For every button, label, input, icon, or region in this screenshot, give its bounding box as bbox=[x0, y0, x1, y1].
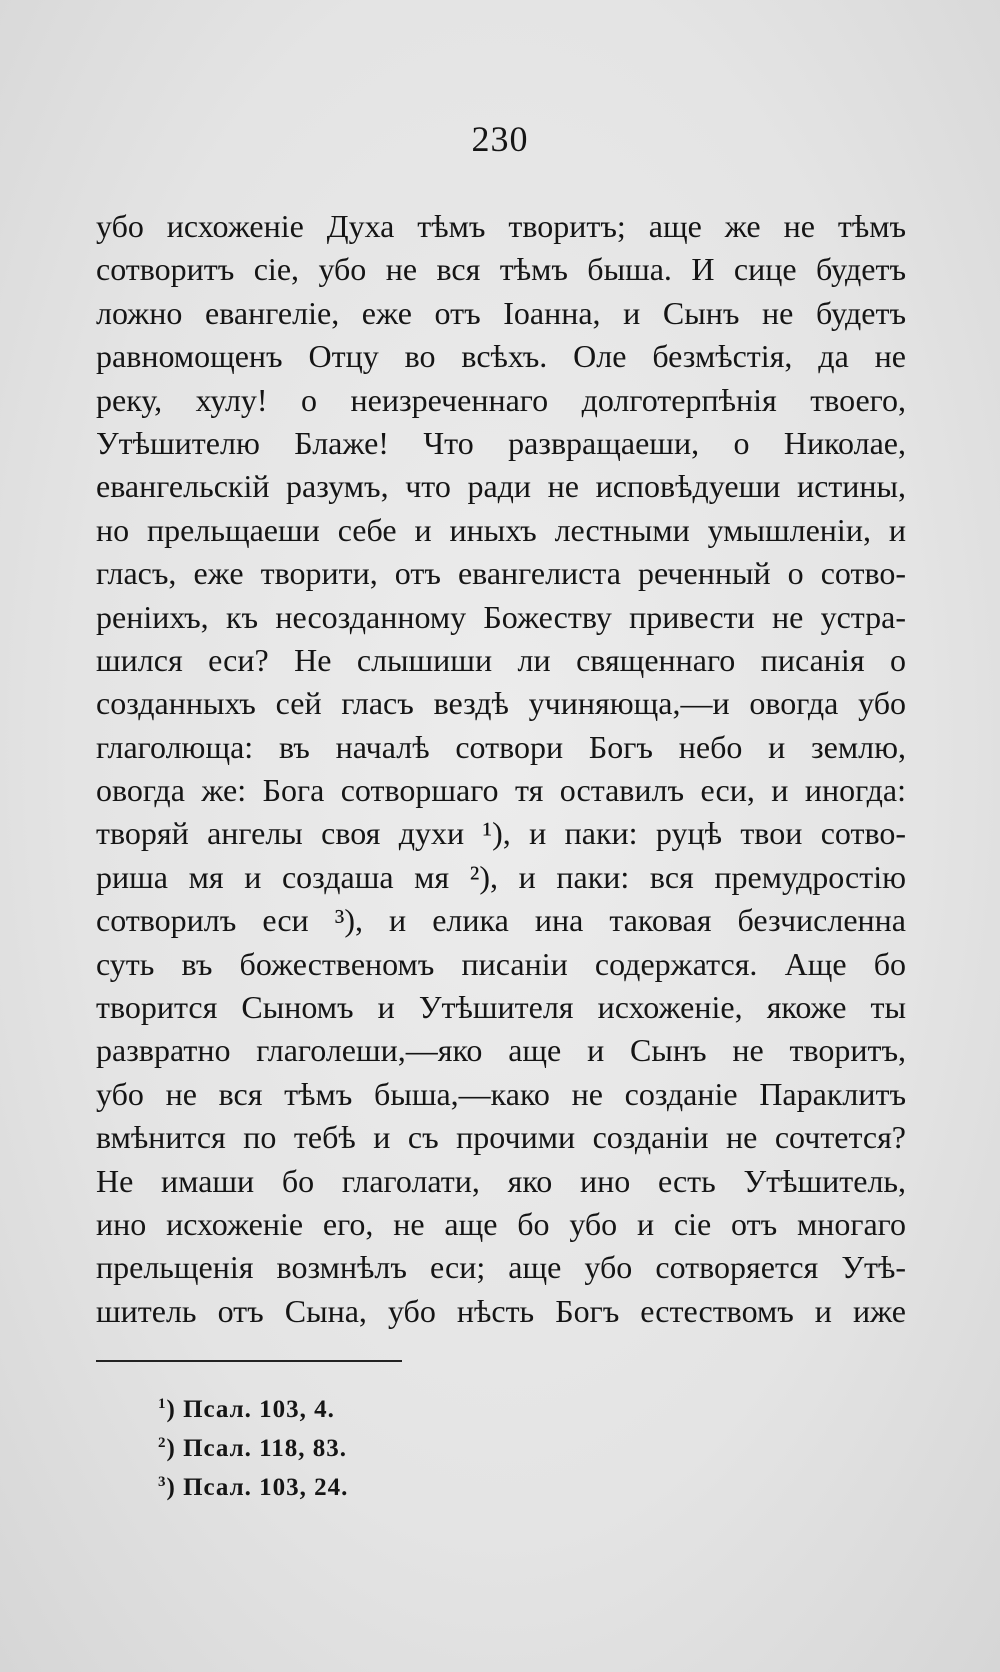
text-line: убо не вся тѣмъ быша,—како не созданіе Параклитъ bbox=[96, 1075, 906, 1112]
text-line: ложно евангеліе, еже отъ Іоанна, и Сынъ не будетъ bbox=[96, 294, 906, 331]
text-line: шился еси? Не слышиши ли священнаго писанія о bbox=[96, 641, 906, 678]
text-line: убо исхоженіе Духа тѣмъ творитъ; аще же не тѣмъ bbox=[96, 208, 906, 244]
footnote-mark: 2 bbox=[158, 1435, 167, 1451]
footnote-mark: 1 bbox=[158, 1396, 167, 1412]
body-text bbox=[96, 205, 906, 1333]
footnote-rule bbox=[96, 1360, 402, 1362]
footnote bbox=[158, 1424, 348, 1463]
text-line: творится Сыномъ и Утѣшителя исхоженіе, якоже ты bbox=[96, 989, 906, 1026]
footnote bbox=[158, 1385, 348, 1424]
text-line: развратно глаголеши,—яко аще и Сынъ не творитъ, bbox=[96, 1032, 906, 1069]
footnote-text: ) Псал. 103, 4. bbox=[166, 1396, 335, 1423]
text-line: сотворитъ сіе, убо не вся тѣмъ быша. И сице будетъ bbox=[96, 251, 906, 288]
text-line: глаголюща: въ началѣ сотвори Богъ небо и землю, bbox=[96, 728, 906, 765]
text-line: созданныхъ сей гласъ вездѣ учиняюща,—и овогда убо bbox=[96, 685, 906, 722]
footnote-text: ) Псал. 103, 24. bbox=[166, 1474, 349, 1501]
text-line: реніихъ, къ несозданному Божеству привести не устра- bbox=[96, 598, 906, 635]
text-line: шитель отъ Сына, убо нѣсть Богъ естествомъ и иже bbox=[96, 1292, 906, 1329]
text-line: суть въ божественомъ писаніи содержатся. Аще бо bbox=[96, 945, 906, 982]
text-line: но прельщаеши себе и иныхъ лестными умышленіи, и bbox=[96, 511, 906, 548]
text-line: сотворилъ еси ³), и елика ина таковая безчисленна bbox=[96, 902, 906, 939]
text-line: прельщенія возмнѣлъ еси; аще убо сотворяется Утѣ- bbox=[96, 1249, 906, 1286]
footnote bbox=[158, 1463, 348, 1502]
text-line: гласъ, еже творити, отъ евангелиста реченный о сотво- bbox=[96, 555, 906, 592]
text-line: евангельскій разумъ, что ради не исповѣдуеши истины, bbox=[96, 468, 906, 505]
footnote-text: ) Псал. 118, 83. bbox=[166, 1435, 348, 1462]
page-number: 230 bbox=[471, 119, 529, 159]
footnotes bbox=[158, 1385, 348, 1502]
text-line: творяй ангелы своя духи ¹), и паки: руцѣ твои сотво- bbox=[96, 815, 906, 852]
text-line: риша мя и создаша мя ²), и паки: вся премудростію bbox=[96, 858, 906, 895]
text-line: ино исхоженіе его, не аще бо убо и сіе отъ многаго bbox=[96, 1205, 906, 1242]
text-line: равномощенъ Отцу во всѣхъ. Оле безмѣстія, да не bbox=[96, 338, 906, 375]
footnote-mark: 3 bbox=[158, 1474, 167, 1490]
text-line: вмѣнится по тебѣ и съ прочими созданіи не сочтется? bbox=[96, 1119, 906, 1156]
text-line: Не имаши бо глаголати, яко ино есть Утѣшитель, bbox=[96, 1162, 906, 1199]
text-line: овогда же: Бога сотворшаго тя оставилъ еси, и иногда: bbox=[96, 772, 906, 809]
text-line: Утѣшителю Блаже! Что развращаеши, о Николае, bbox=[96, 424, 906, 461]
text-line: реку, хулу! о неизреченнаго долготерпѣнія твоего, bbox=[96, 381, 906, 418]
